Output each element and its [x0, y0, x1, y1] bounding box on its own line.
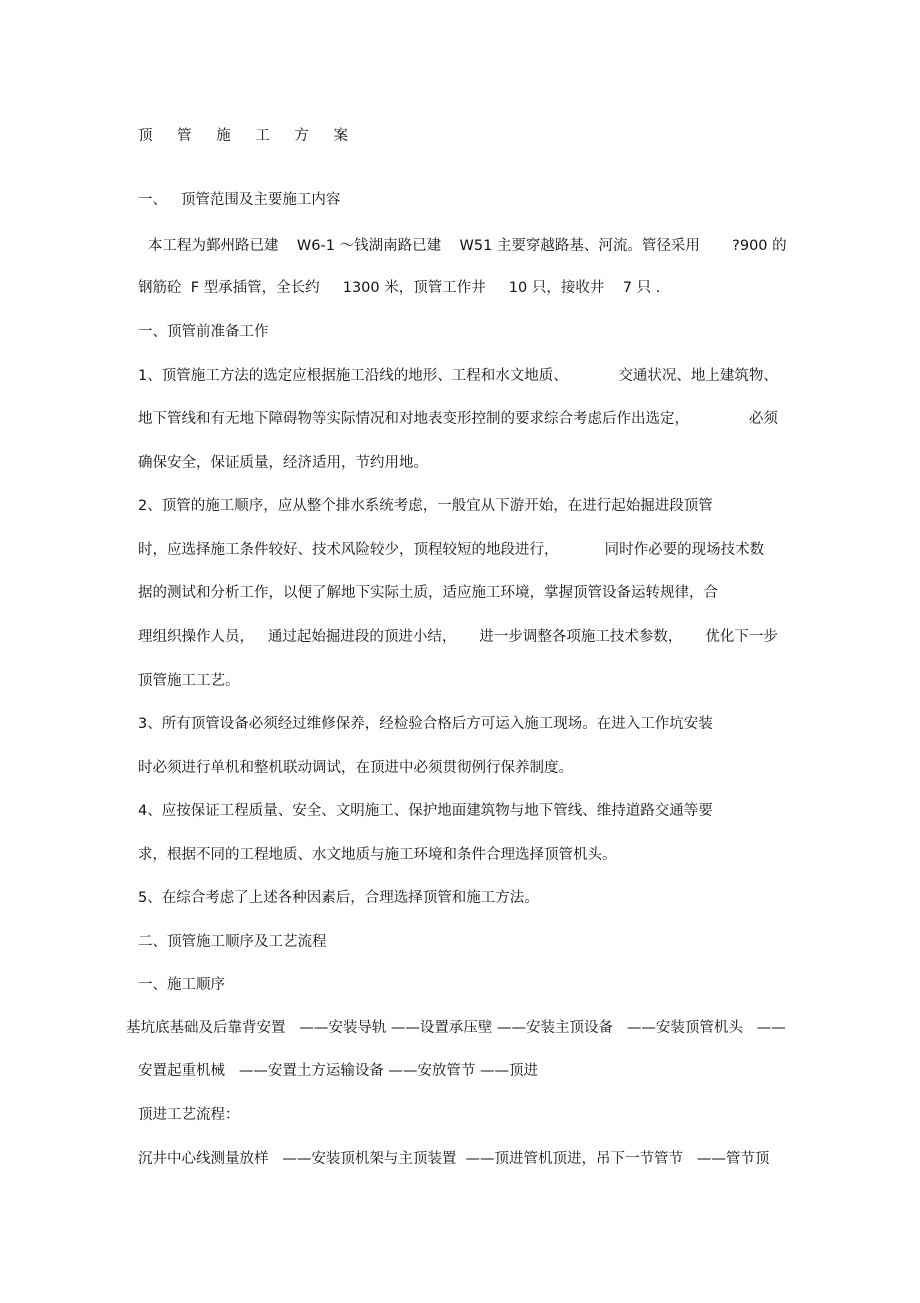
- paragraph-line: 本工程为鄞州路已建 W6-1 ～钱湖南路已建 W51 主要穿越路基、河流。管径采用 ?900 的: [148, 238, 787, 254]
- paragraph-line: 理组织操作人员， 通过起始掘进段的顶进小结， 进一步调整各项施工技术参数， 优化下一步: [138, 629, 778, 645]
- paragraph-line: 安置起重机械 ——安置土方运输设备 ——安放管节 ——顶进: [138, 1063, 539, 1079]
- paragraph-line: 时，应选择施工条件较好、技术风险较少，顶程较短的地段进行， 同时作必要的现场技术数: [138, 542, 765, 558]
- paragraph-line: 沉井中心线测量放样 ——安装顶机架与主顶装置 ——顶进管机顶进，吊下一节管节 ——管节顶: [138, 1151, 770, 1167]
- paragraph-line: 据的测试和分析工作，以便了解地下实际土质，适应施工环境，掌握顶管设备运转规律，合: [138, 585, 718, 601]
- paragraph-line: 2、顶管的施工顺序，应从整个排水系统考虑，一般宜从下游开始，在进行起始掘进段顶管: [138, 498, 713, 514]
- subsection-heading: 顶进工艺流程：: [138, 1107, 240, 1123]
- section-heading: 一、顶管前准备工作: [138, 324, 269, 340]
- paragraph-line: 基坑底基础及后靠背安置 ——安装导轨 ——设置承压壁 ——安装主顶设备 ——安装顶管机头 ——: [126, 1020, 786, 1036]
- paragraph-line: 5、在综合考虑了上述各种因素后，合理选择顶管和施工方法。: [138, 890, 539, 906]
- paragraph-line: 地下管线和有无地下障碍物等实际情况和对地表变形控制的要求综合考虑后作出选定， 必须: [138, 411, 778, 427]
- paragraph-line: 3、所有顶管设备必须经过维修保养，经检验合格后方可运入施工现场。在进入工作坑安装: [138, 716, 713, 732]
- paragraph-line: 钢筋砼 F 型承插管，全长约 1300 米，顶管工作井 10 只，接收井 7 只 .: [138, 280, 661, 296]
- subsection-heading: 一、施工顺序: [138, 977, 225, 993]
- paragraph-line: 4、应按保证工程质量、安全、文明施工、保护地面建筑物与地下管线、维持道路交通等要: [138, 803, 713, 819]
- section-heading: 二、顶管施工顺序及工艺流程: [138, 934, 327, 950]
- paragraph-line: 顶管施工工艺。: [138, 673, 240, 689]
- paragraph-line: 时必须进行单机和整机联动调试，在顶进中必须贯彻例行保养制度。: [138, 760, 573, 776]
- section-heading: 一、 顶管范围及主要施工内容: [138, 192, 341, 208]
- paragraph-line: 1、顶管施工方法的选定应根据施工沿线的地形、工程和水文地质、 交通状况、地上建筑物、: [138, 368, 778, 384]
- paragraph-line: 确保安全，保证质量，经济适用，节约用地。: [138, 455, 428, 471]
- document-title: 顶 管 施 工 方 案: [138, 128, 359, 144]
- paragraph-line: 求，根据不同的工程地质、水文地质与施工环境和条件合理选择顶管机头。: [138, 847, 617, 863]
